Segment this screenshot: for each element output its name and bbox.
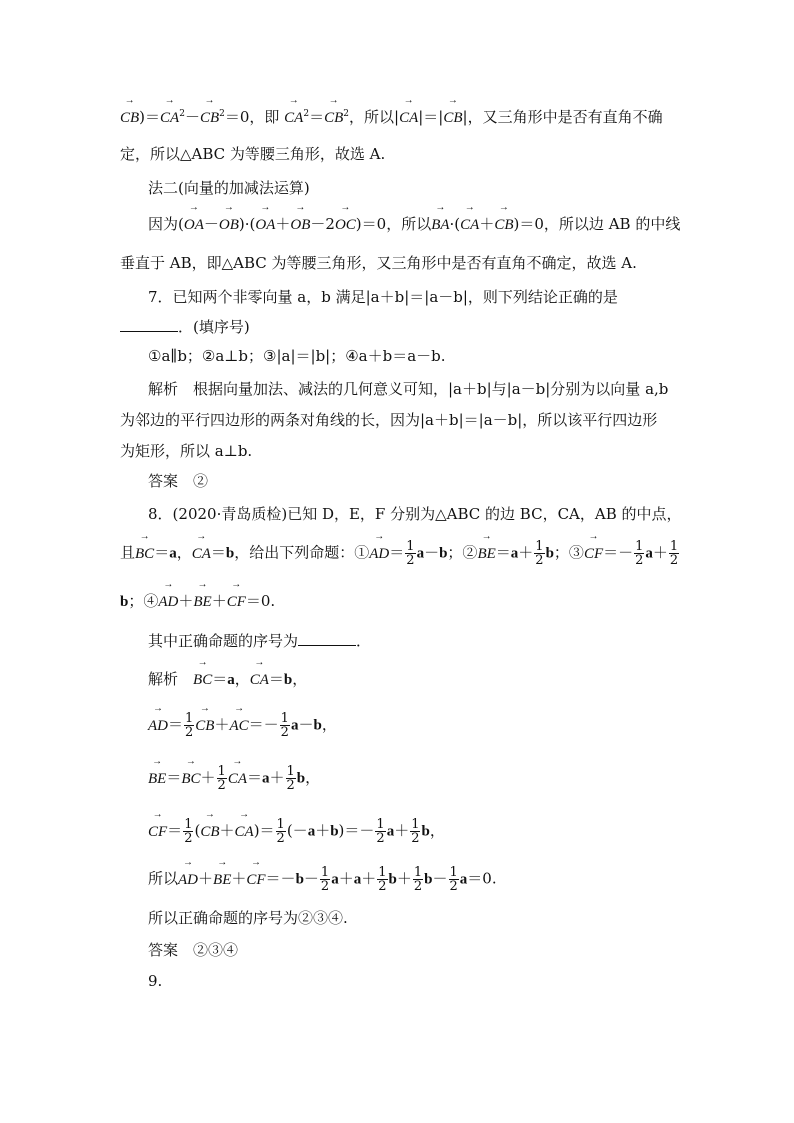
question-8-prompt: 其中正确命题的序号为 ． bbox=[148, 632, 372, 650]
answer-8: 答案 ②③④ bbox=[148, 941, 239, 959]
question-7-options: ①a∥b；②a⊥b；③|a|＝|b|；④a＋b＝a－b. bbox=[148, 347, 446, 365]
solution-7-line-1: 解析 根据向量加法、减法的几何意义可知，|a＋b|与|a－b|分别为以向量 a,b bbox=[148, 380, 669, 398]
question-8: 8．(2020·青岛质检)已知 D，E，F 分别为△ABC 的边 BC，CA，AB 的中点， bbox=[148, 505, 682, 523]
solution-8-eq-be: → BE＝→ BC＋ $\frac{1}{2}$ → CA＝a＋ $\frac{1}{2}$ b， bbox=[148, 765, 708, 792]
text-line-4: 因为(→ OA－→ OB)·(→ OA＋→ OB－2→ OC)＝0，所以→ BA·(→ CA＋→ CB)＝0，所以边 AB 的中线 bbox=[148, 213, 708, 236]
solution-8-eq-sum: 所以→ AD＋→ BE＋→ CF＝－b－ $\frac{1}{2}$ a＋a＋ $\frac{1}{2}$ b＋ $\frac{1}{2}$ b－ $\frac{1}{2}$ a＝0. bbox=[148, 866, 708, 893]
text-line-1: → $CB)=\to CA^2-\to CB^2=0$，即 → $CA^2=\to CB^2$，所以|→ CA|＝|→ CB|，又三角形中是否有直角不确 bbox=[120, 103, 680, 129]
solution-8-conclusion: 所以正确命题的序号为②③④. bbox=[148, 909, 348, 927]
text-line-5: 垂直于 AB，即△ABC 为等腰三角形，又三角形中是否有直角不确定，故选 A. bbox=[120, 254, 637, 272]
solution-8-heading: 解析 → BC＝a，→ CA＝b， bbox=[148, 668, 708, 691]
answer-blank[interactable] bbox=[120, 317, 178, 332]
answer-blank-8[interactable] bbox=[298, 631, 356, 646]
solution-7-line-3: 为矩形，所以 a⊥b. bbox=[120, 442, 253, 460]
solution-8-eq-cf: → CF＝ $\frac{1}{2}$ (→ CB＋→ CA)＝ $\frac{1}{2}$ (－a＋b)＝－ $\frac{1}{2}$ a＋ $\frac{1}{2}$ b， bbox=[148, 818, 708, 845]
answer-7: 答案 ② bbox=[148, 472, 209, 490]
question-9: 9. bbox=[148, 972, 163, 990]
question-7-blank-line: ．(填序号) bbox=[120, 316, 680, 338]
question-7: 7．已知两个非零向量 a，b 满足|a＋b|＝|a－b|，则下列结论正确的是 bbox=[148, 288, 618, 306]
method-two-heading: 法二(向量的加减法运算) bbox=[148, 179, 310, 197]
question-8-line-3: b；④→ AD＋→ BE＋→ CF＝0. bbox=[120, 590, 680, 613]
text-line-2: 定，所以△ABC 为等腰三角形，故选 A. bbox=[120, 145, 386, 163]
solution-7-line-2: 为邻边的平行四边形的两条对角线的长，因为|a＋b|＝|a－b|，所以该平行四边形 bbox=[120, 411, 658, 429]
question-8-line-2: 且→ BC＝a，→ CA＝b，给出下列命题：①→ AD＝ $\frac{1}{2}$ a－b；②→ BE＝a＋ $\frac{1}{2}$ b；③→ CF＝－ $\frac{1}{2}$ a＋ $\frac{1}{2}$ bbox=[120, 540, 680, 567]
solution-8-eq-ad: → AD＝ $\frac{1}{2}$ → CB＋→ AC＝－ $\frac{1}{2}$ a－b， bbox=[148, 712, 708, 739]
